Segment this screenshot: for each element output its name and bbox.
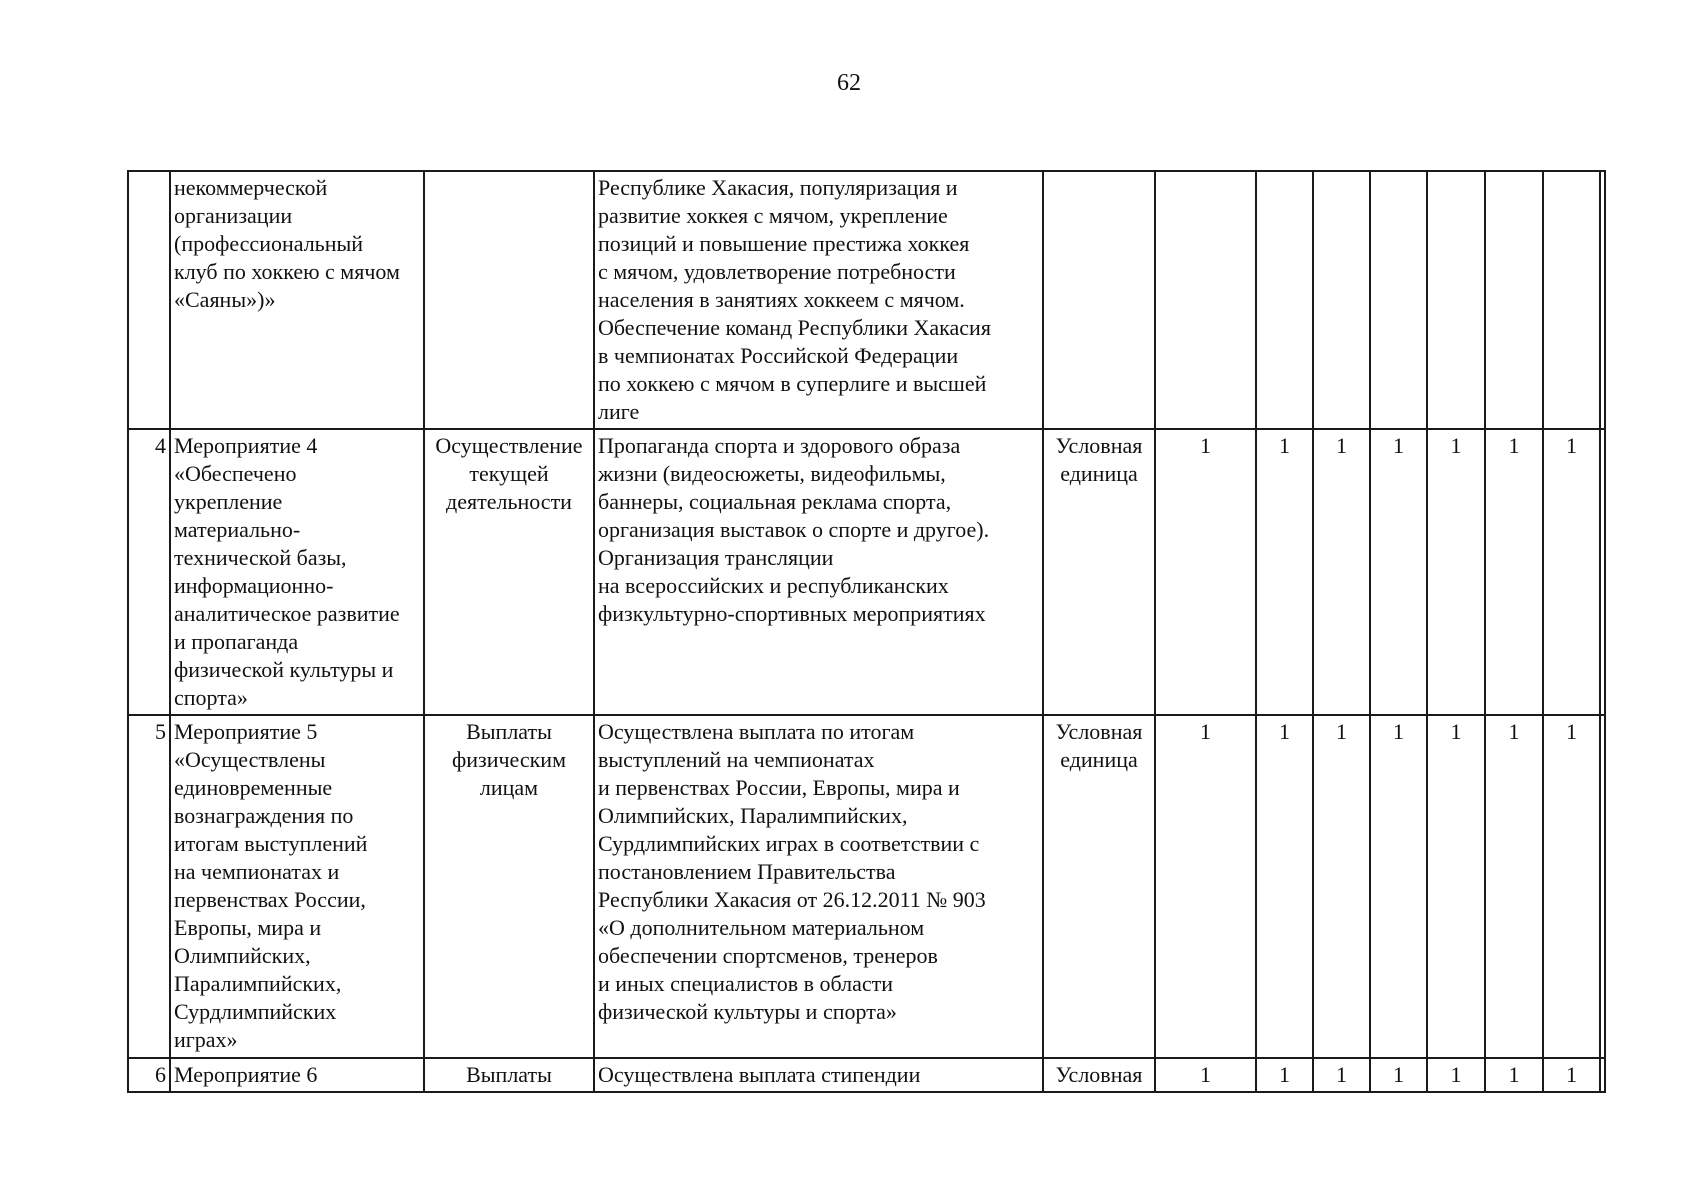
result-description-cell-line: физической культуры и спорта» <box>598 999 897 1024</box>
indicator-value-cell <box>1427 171 1485 429</box>
result-description-cell-line: позиций и повышение престижа хоккея <box>598 231 970 256</box>
unit-cell <box>1043 1058 1155 1092</box>
unit-cell <box>1043 715 1155 1058</box>
measure-name-cell-line: Мероприятие 4 <box>174 433 318 458</box>
result-description-cell-line: Республике Хакасия, популяризация и <box>598 175 958 200</box>
measure-name-cell-line: Паралимпийских, <box>174 971 342 996</box>
measure-name-cell-line: спорта» <box>174 685 248 710</box>
indicator-value-cell <box>1600 171 1605 429</box>
measure-name-cell <box>170 1058 424 1092</box>
indicator-value-cell: 1 <box>1485 1058 1543 1092</box>
measure-type-cell-line: Выплаты <box>466 719 552 744</box>
measure-name-cell-line: укрепление <box>174 489 283 514</box>
result-description-cell-line: Пропаганда спорта и здорового образа <box>598 433 961 458</box>
result-description-cell <box>594 1058 1043 1092</box>
result-description-cell-line: на всероссийских и республиканских <box>598 573 949 598</box>
indicator-value-cell <box>1600 429 1605 715</box>
table-row <box>128 715 1605 1058</box>
result-description-cell-line: Осуществлена выплата по итогам <box>598 719 915 744</box>
indicator-value-cell: 1 <box>1370 1058 1427 1092</box>
indicator-value-cell <box>1370 171 1427 429</box>
indicator-value-cell: 1 <box>1313 715 1370 1058</box>
unit-cell-line: единица <box>1060 461 1138 486</box>
measure-name-cell-line: первенствах России, <box>174 887 366 912</box>
measure-name-cell-line: и пропаганда <box>174 629 299 654</box>
measure-name-cell-line: клуб по хоккею с мячом <box>174 259 400 284</box>
measure-name-cell-line: «Саяны»)» <box>174 287 276 312</box>
result-description-cell-line: и иных специалистов в области <box>598 971 894 996</box>
measure-name-cell-line: на чемпионатах и <box>174 859 340 884</box>
row-number-cell: 6 <box>128 1058 170 1092</box>
table-row <box>128 1058 1605 1092</box>
measure-type-cell-line: текущей <box>469 461 549 486</box>
indicator-value-cell: 1 <box>1427 429 1485 715</box>
measure-name-cell-line: материально- <box>174 517 301 542</box>
measure-name-cell-line: «Осуществлены <box>174 747 326 772</box>
measure-name-cell-line: аналитическое развитие <box>174 601 400 626</box>
result-description-cell-line: в чемпионатах Российской Федерации <box>598 343 959 368</box>
measure-type-cell-line: физическим <box>451 747 567 772</box>
indicator-value-cell: 1 <box>1370 429 1427 715</box>
indicator-value-cell: 1 <box>1543 1058 1600 1092</box>
indicator-value-cell: 1 <box>1370 715 1427 1058</box>
measure-name-cell-line: (профессиональный <box>174 231 364 256</box>
indicator-value-cell: 1 <box>1427 715 1485 1058</box>
row-number-cell: 5 <box>128 715 170 1058</box>
measure-name-cell-line: играх» <box>174 1027 238 1052</box>
row-number-cell <box>128 171 170 429</box>
table-row <box>128 171 1605 429</box>
unit-cell-line: Условная <box>1055 1062 1143 1087</box>
measure-name-cell <box>170 171 424 429</box>
measure-name-cell-line: информационно- <box>174 573 334 598</box>
measure-name-cell-line: Олимпийских, <box>174 943 311 968</box>
indicator-value-cell: 1 <box>1485 715 1543 1058</box>
measure-name-cell-line: Мероприятие 5 <box>174 719 318 744</box>
measure-name-cell-line: технической базы, <box>174 545 347 570</box>
indicator-value-cell: 1 <box>1313 429 1370 715</box>
result-description-cell-line: жизни (видеосюжеты, видеофильмы, <box>598 461 946 486</box>
indicator-value-cell: 1 <box>1256 1058 1313 1092</box>
indicator-value-cell <box>1256 171 1313 429</box>
indicator-value-cell: 1 <box>1543 429 1600 715</box>
measure-name-cell-line: единовременные <box>174 775 333 800</box>
measure-name-cell <box>170 715 424 1058</box>
result-description-cell-line: Осуществлена выплата стипендии <box>598 1062 921 1087</box>
unit-cell <box>1043 171 1155 429</box>
unit-cell-line: Условная <box>1055 433 1143 458</box>
indicator-value-cell: 1 <box>1313 1058 1370 1092</box>
indicator-value-cell <box>1313 171 1370 429</box>
result-description-cell-line: постановлением Правительства <box>598 859 896 884</box>
result-description-cell-line: «О дополнительном материальном <box>598 915 925 940</box>
result-description-cell-line: и первенствах России, Европы, мира и <box>598 775 960 800</box>
result-description-cell-line: Обеспечение команд Республики Хакасия <box>598 315 991 340</box>
result-description-cell-line: населения в занятиях хоккеем с мячом. <box>598 287 965 312</box>
indicator-value-cell <box>1485 171 1543 429</box>
measure-type-cell <box>424 715 594 1058</box>
indicator-value-cell: 1 <box>1155 429 1256 715</box>
measure-name-cell-line: физической культуры и <box>174 657 394 682</box>
measure-name-cell-line: Европы, мира и <box>174 915 322 940</box>
result-description-cell <box>594 429 1043 715</box>
page-number: 62 <box>837 70 861 96</box>
measure-type-cell <box>424 429 594 715</box>
measure-type-cell <box>424 171 594 429</box>
result-description-cell-line: с мячом, удовлетворение потребности <box>598 259 956 284</box>
result-description-cell-line: физкультурно-спортивных мероприятиях <box>598 601 986 626</box>
indicator-value-cell <box>1155 171 1256 429</box>
indicator-value-cell: 1 <box>1256 429 1313 715</box>
measures-table <box>127 170 1606 1093</box>
measure-type-cell <box>424 1058 594 1092</box>
indicator-value-cell: 1 <box>1485 429 1543 715</box>
indicator-value-cell <box>1600 715 1605 1058</box>
result-description-cell-line: баннеры, социальная реклама спорта, <box>598 489 952 514</box>
measure-type-cell-line: Выплаты <box>466 1062 552 1087</box>
indicator-value-cell <box>1600 1058 1605 1092</box>
result-description-cell-line: Олимпийских, Паралимпийских, <box>598 803 908 828</box>
measure-type-cell-line: Осуществление <box>435 433 583 458</box>
result-description-cell <box>594 171 1043 429</box>
measure-name-cell-line: организации <box>174 203 293 228</box>
measure-type-cell-line: деятельности <box>446 489 572 514</box>
measure-type-cell-line: лицам <box>479 775 539 800</box>
measure-name-cell-line: Мероприятие 6 <box>174 1062 318 1087</box>
indicator-value-cell: 1 <box>1155 715 1256 1058</box>
unit-cell-line: Условная <box>1055 719 1143 744</box>
measure-name-cell-line: итогам выступлений <box>174 831 368 856</box>
indicator-value-cell: 1 <box>1543 715 1600 1058</box>
result-description-cell-line: Организация трансляции <box>598 545 834 570</box>
row-number-cell: 4 <box>128 429 170 715</box>
measure-name-cell-line: «Обеспечено <box>174 461 297 486</box>
measure-name-cell <box>170 429 424 715</box>
indicator-value-cell <box>1543 171 1600 429</box>
table-row <box>128 429 1605 715</box>
measure-name-cell-line: некоммерческой <box>174 175 328 200</box>
result-description-cell-line: Республики Хакасия от 26.12.2011 № 903 <box>598 887 986 912</box>
result-description-cell-line: Сурдлимпийских играх в соответствии с <box>598 831 980 856</box>
result-description-cell-line: по хоккею с мячом в суперлиге и высшей <box>598 371 987 396</box>
result-description-cell-line: организация выставок о спорте и другое). <box>598 517 990 542</box>
result-description-cell <box>594 715 1043 1058</box>
result-description-cell-line: лиге <box>598 399 640 424</box>
measure-name-cell-line: Сурдлимпийских <box>174 999 337 1024</box>
indicator-value-cell: 1 <box>1256 715 1313 1058</box>
unit-cell <box>1043 429 1155 715</box>
indicator-value-cell: 1 <box>1427 1058 1485 1092</box>
result-description-cell-line: выступлений на чемпионатах <box>598 747 875 772</box>
indicator-value-cell: 1 <box>1155 1058 1256 1092</box>
result-description-cell-line: обеспечении спортсменов, тренеров <box>598 943 938 968</box>
result-description-cell-line: развитие хоккея с мячом, укрепление <box>598 203 948 228</box>
unit-cell-line: единица <box>1060 747 1138 772</box>
measure-name-cell-line: вознаграждения по <box>174 803 354 828</box>
